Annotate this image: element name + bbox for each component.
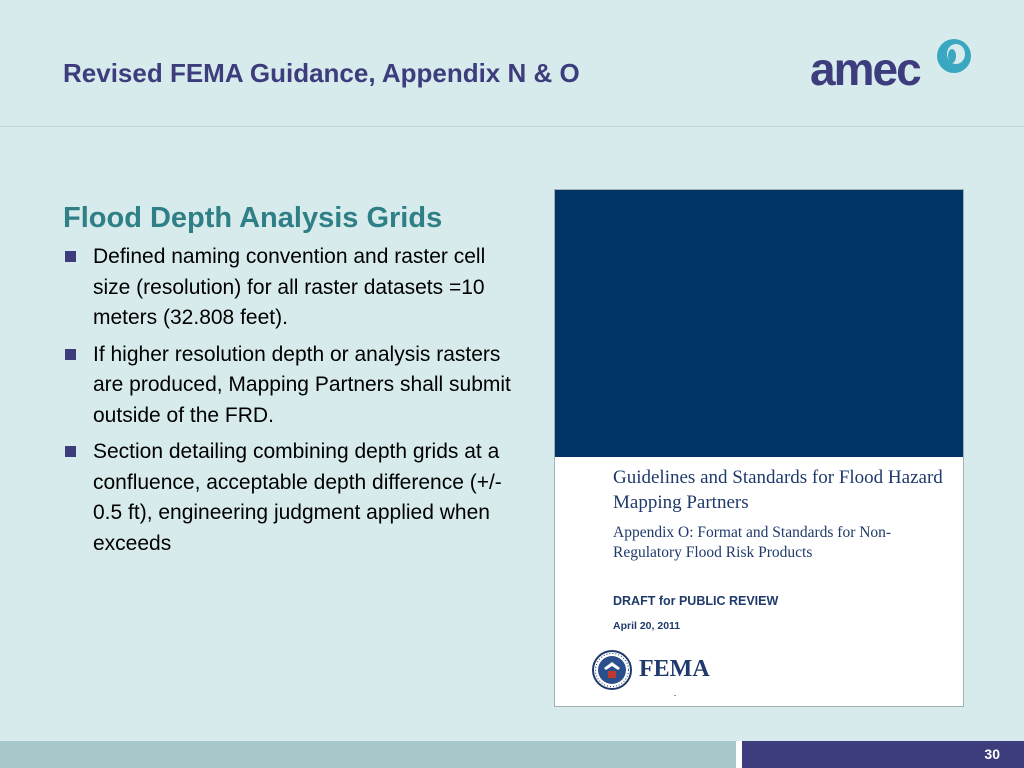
slide-header [0, 0, 1024, 127]
cover-blue-band [555, 190, 963, 457]
list-item [63, 437, 513, 559]
cover-mark [674, 695, 676, 696]
cover-agency-name: FEMA [639, 656, 710, 682]
list-item [63, 340, 513, 432]
logo-swirl-icon [932, 36, 976, 80]
square-bullet-icon [65, 446, 76, 457]
dhs-seal-icon [592, 650, 632, 690]
bullet-list [63, 242, 513, 559]
cover-title: Guidelines and Standards for Flood Hazard Mapping Partners [613, 467, 943, 513]
slide-title: Revised FEMA Guidance, Appendix N & O [63, 58, 580, 88]
slide-body [63, 198, 513, 565]
section-heading: Flood Depth Analysis Grids [63, 202, 443, 234]
page-number: 30 [984, 746, 1000, 762]
document-cover-image [554, 189, 964, 707]
cover-subtitle: Appendix O: Format and Standards for Non-Regulatory Flood Risk Products [613, 524, 892, 561]
amec-logo [808, 36, 978, 98]
cover-date: April 20, 2011 [613, 620, 681, 632]
footer-bar [0, 741, 736, 768]
logo-wordmark: amec [810, 43, 920, 95]
header-divider [0, 126, 1024, 127]
square-bullet-icon [65, 349, 76, 360]
bullet-text: Section detailing combining depth grids at a confluence, acceptable depth difference (+/- 0.5 ft), engineering judgment applied when exceeds [93, 440, 502, 555]
footer-page-panel [742, 741, 1024, 768]
square-bullet-icon [65, 251, 76, 262]
cover-draft-label: DRAFT for PUBLIC REVIEW [613, 594, 779, 608]
bullet-text: Defined naming convention and raster cell size (resolution) for all raster datasets =10 meters (32.808 feet). [93, 245, 486, 329]
bullet-text: If higher resolution depth or analysis rasters are produced, Mapping Partners shall submit outside of the FRD. [93, 342, 511, 427]
list-item [63, 242, 513, 334]
